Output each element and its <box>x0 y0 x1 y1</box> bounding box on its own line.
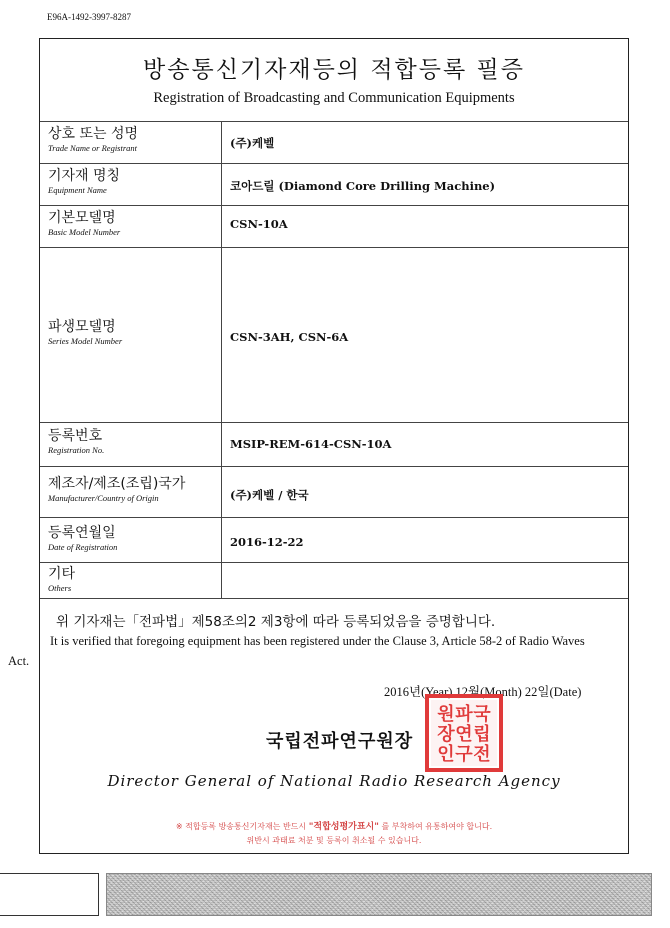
label-ko: 등록번호 <box>48 428 103 444</box>
issue-date: 2016년(Year) 12월(Month) 22일(Date) <box>384 685 582 699</box>
seal-character: 원 <box>437 704 455 725</box>
value-basic-model: CSN-10A <box>230 217 288 231</box>
label-en: Basic Model Number <box>48 227 121 237</box>
table-row-equipment-name <box>40 163 628 205</box>
footer-blank-box <box>0 873 99 916</box>
table-row-basic-model <box>40 205 628 247</box>
label-ko: 기자재 명칭 <box>48 168 121 184</box>
label-equipment-name <box>48 169 120 195</box>
label-ko: 제조자/제조(조립)국가 <box>48 476 186 492</box>
label-others <box>48 567 75 593</box>
notice-line-1 <box>40 819 628 832</box>
label-ko: 등록연월일 <box>48 525 116 541</box>
label-basic-model <box>48 211 120 237</box>
label-trade-name <box>48 127 138 153</box>
value-equipment-name: 코아드릴 (Diamond Core Drilling Machine) <box>230 179 496 193</box>
seal-character: 국 <box>473 704 491 725</box>
label-ko: 파생모델명 <box>48 319 116 335</box>
table-row-registration-no <box>40 422 628 466</box>
seal-character: 파 <box>455 704 473 725</box>
official-seal-icon <box>425 694 503 772</box>
notice-line-2: 위반시 과태료 처분 및 등록이 취소될 수 있습니다. <box>246 836 422 845</box>
seal-character: 립 <box>473 724 491 745</box>
label-en: Series Model Number <box>48 336 123 346</box>
table-row-trade-name <box>40 121 628 163</box>
label-en: Manufacturer/Country of Origin <box>48 493 159 503</box>
certificate-frame <box>8 38 629 854</box>
issuer-english: Director General of National Radio Research Agency <box>107 772 561 790</box>
label-ko: 기본모델명 <box>48 210 116 226</box>
statement-english: It is verified that foregoing equipment has been registered under the Clause 3, Article 58-2 of Radio Waves Act. <box>8 634 585 668</box>
value-registration-date: 2016-12-22 <box>230 535 304 549</box>
label-ko: 기타 <box>48 566 76 582</box>
title-english: Registration of Broadcasting and Communication Equipments <box>153 90 515 106</box>
label-registration-date <box>48 526 117 552</box>
label-en: Date of Registration <box>48 542 118 552</box>
value-registration-no: MSIP-REM-614-CSN-10A <box>230 437 392 451</box>
statement-korean: 위 기자재는「전파법」제58조의2 제3항에 따라 등록되었음을 증명합니다. <box>56 614 496 630</box>
issuer-korean: 국립전파연구원장 <box>266 731 414 752</box>
label-series-model <box>48 320 122 346</box>
label-manufacturer <box>48 477 185 503</box>
label-en: Registration No. <box>48 445 105 455</box>
value-manufacturer: (주)케벨 / 한국 <box>230 488 309 502</box>
seal-character: 인 <box>437 744 455 765</box>
title-korean: 방송통신기자재등의 적합등록 필증 <box>143 57 525 83</box>
notice-mark: "적합성평가표시" <box>308 822 379 832</box>
label-en: Others <box>48 583 72 593</box>
notice-prefix: ※ 적합등록 방송통신기자재는 반드시 <box>175 822 307 831</box>
table-row-others <box>40 562 628 599</box>
footer-security-pattern <box>106 873 652 916</box>
seal-character: 구 <box>455 744 473 765</box>
label-en: Trade Name or Registrant <box>48 143 138 153</box>
label-ko: 상호 또는 성명 <box>48 126 139 142</box>
seal-character: 연 <box>455 724 473 745</box>
notice-suffix: 를 부착하여 유통하여야 합니다. <box>381 822 493 831</box>
value-trade-name: (주)케벨 <box>230 136 275 150</box>
value-series-model: CSN-3AH, CSN-6A <box>230 330 349 344</box>
label-en: Equipment Name <box>48 185 107 195</box>
label-registration-no <box>48 429 104 455</box>
table-row-manufacturer <box>40 466 628 517</box>
table-row-registration-date <box>40 517 628 562</box>
table-row-series-model <box>40 247 628 422</box>
seal-character: 전 <box>473 744 491 765</box>
document-id: E96A-1492-3997-8287 <box>47 12 131 22</box>
seal-character: 장 <box>437 724 455 745</box>
